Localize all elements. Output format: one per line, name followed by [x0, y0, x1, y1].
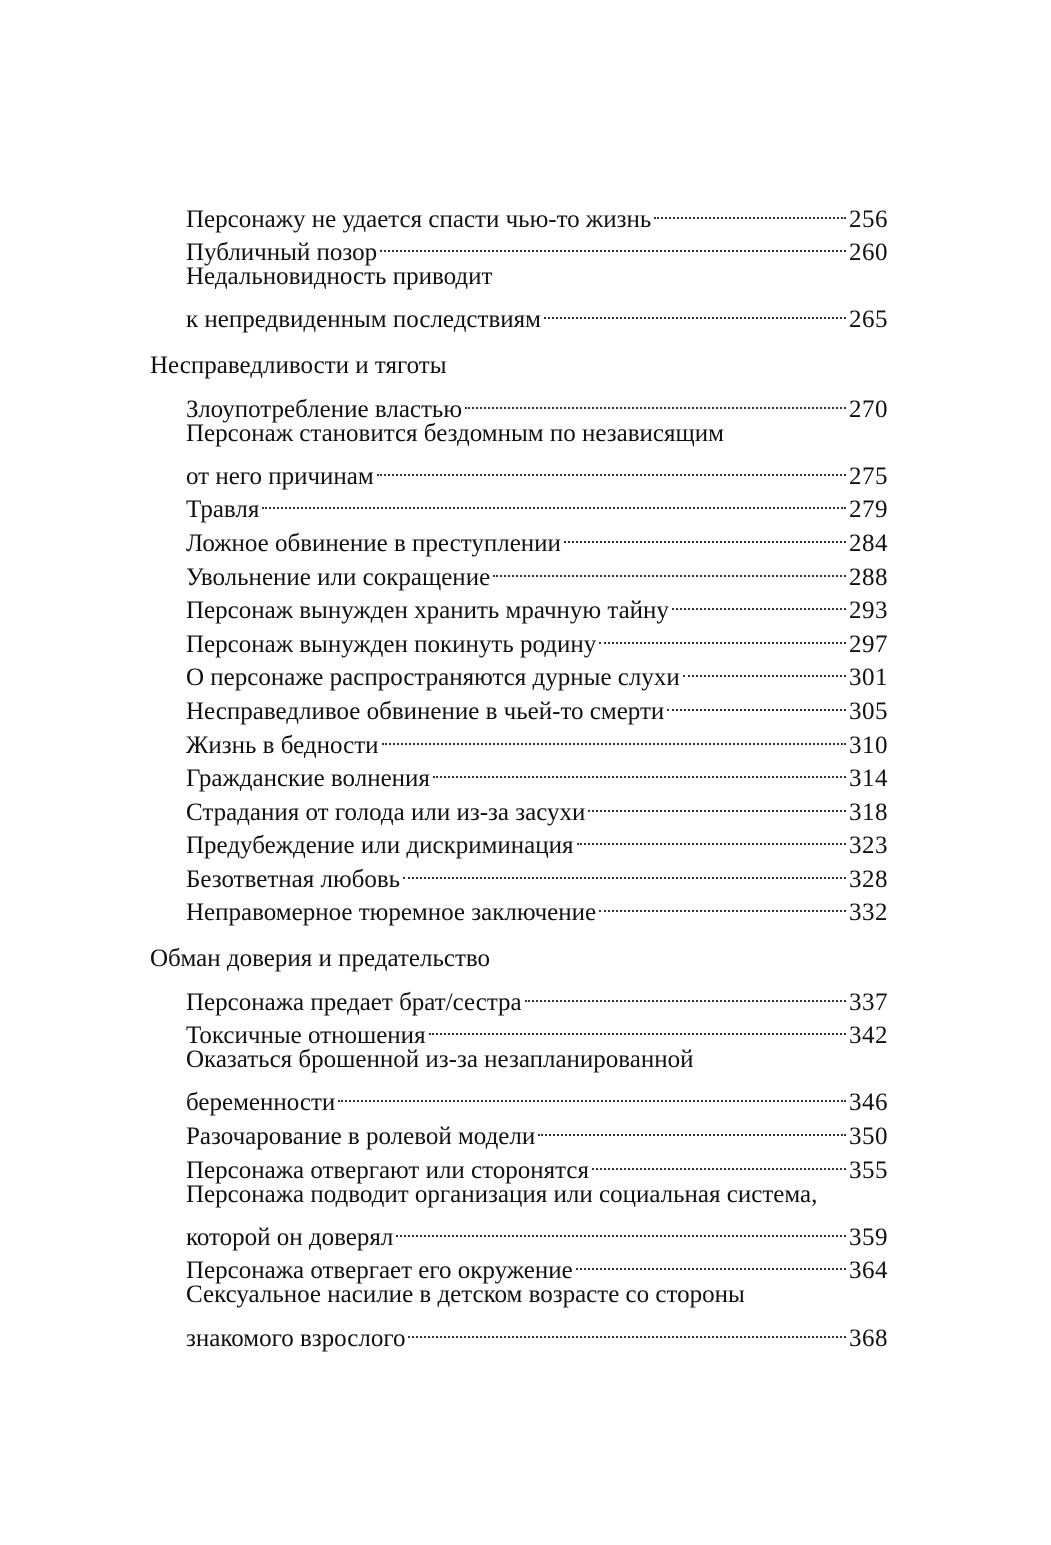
page-number: 337	[849, 988, 888, 1016]
page-number: 275	[849, 462, 888, 490]
dot-leader	[262, 484, 846, 518]
toc-entry[interactable]	[186, 1043, 888, 1117]
page-number: 284	[849, 529, 888, 557]
entry-row	[186, 887, 888, 927]
entry-row	[186, 193, 888, 233]
dot-leader	[382, 719, 846, 753]
page-number: 305	[849, 697, 888, 725]
page-number: 256	[849, 205, 888, 233]
page-number: 359	[849, 1223, 888, 1251]
dot-leader	[667, 685, 846, 719]
entry-title: знакомого взрослого	[186, 1324, 406, 1352]
page-number: 279	[849, 496, 888, 524]
dot-leader	[588, 786, 846, 820]
entry-row	[186, 294, 888, 334]
dot-leader	[654, 193, 846, 227]
dot-leader	[429, 1010, 846, 1044]
toc-entry[interactable]	[186, 383, 888, 423]
dot-leader	[338, 1077, 846, 1111]
section-title: Обман доверия и предательство	[150, 945, 491, 973]
entry-title: Травля	[186, 496, 260, 524]
toc-section	[150, 942, 888, 1352]
entry-row	[186, 786, 888, 826]
entry-title: которой он доверял	[186, 1223, 394, 1251]
page-number: 328	[849, 865, 888, 893]
dot-leader	[396, 1211, 846, 1245]
page-number: 368	[849, 1324, 888, 1352]
toc-entry[interactable]	[186, 484, 888, 524]
entry-row	[186, 551, 888, 591]
toc-entry[interactable]	[186, 585, 888, 625]
page-number: 323	[849, 832, 888, 860]
entry-title: беременности	[186, 1089, 336, 1117]
entry-title-line: Сексуальное насилие в детском возрасте со стороны	[186, 1281, 745, 1309]
dot-leader	[592, 1144, 846, 1178]
toc-entry[interactable]	[186, 417, 888, 490]
toc-section	[150, 349, 888, 927]
dot-leader	[403, 853, 846, 887]
entry-row	[186, 1245, 888, 1285]
entry-title: Неправомерное тюремное заключение	[186, 899, 597, 927]
entry-title: Персонажу не удается спасти чью-то жизнь	[186, 205, 652, 233]
dot-leader	[465, 383, 846, 417]
page-number: 310	[849, 731, 888, 759]
entry-row	[186, 227, 888, 267]
toc-entry[interactable]	[186, 753, 888, 793]
toc-entry[interactable]	[186, 227, 888, 267]
dot-leader	[538, 1110, 846, 1144]
entry-title: Публичный позор	[186, 239, 378, 267]
page-number: 297	[849, 630, 888, 658]
entry-row	[186, 383, 888, 423]
section-title: Несправедливости и тяготы	[150, 352, 447, 380]
entry-title: к непредвиденным последствиям	[186, 306, 541, 334]
dot-leader	[672, 585, 846, 619]
toc-entry[interactable]	[186, 976, 888, 1016]
toc-entry[interactable]	[186, 551, 888, 591]
toc-entry[interactable]	[186, 719, 888, 759]
dot-leader	[380, 227, 846, 261]
entry-row	[186, 976, 888, 1016]
toc-entry[interactable]	[186, 887, 888, 927]
page-number: 350	[849, 1123, 888, 1151]
entry-row	[186, 585, 888, 625]
entry-title: Персонажа предает брат/сестра	[186, 988, 522, 1016]
toc-entry[interactable]	[186, 1245, 888, 1285]
dot-leader	[576, 1245, 846, 1279]
toc-entry[interactable]	[186, 517, 888, 557]
dot-leader	[683, 652, 846, 686]
dot-leader	[544, 294, 846, 328]
entry-title: Разочарование в ролевой модели	[186, 1123, 536, 1151]
entry-title: Персонаж вынужден хранить мрачную тайну	[186, 597, 669, 625]
toc-entry[interactable]	[186, 618, 888, 658]
entry-title: от него причинам	[186, 462, 374, 490]
entry-row	[186, 1144, 888, 1184]
page-number: 342	[849, 1022, 888, 1050]
entry-title-line: Персонаж становится бездомным по независящим	[186, 419, 724, 447]
dot-leader	[564, 517, 846, 551]
page-number: 265	[849, 306, 888, 334]
entry-row	[186, 1010, 888, 1050]
entry-row	[186, 1211, 888, 1251]
toc-section	[150, 193, 888, 334]
toc-entry[interactable]	[186, 1278, 888, 1352]
page-number: 355	[849, 1156, 888, 1184]
dot-leader	[493, 551, 846, 585]
entry-title: Несправедливое обвинение в чьей-то смерти	[186, 697, 665, 725]
entry-row	[186, 1312, 888, 1352]
dot-leader	[525, 976, 846, 1010]
page-number: 364	[849, 1257, 888, 1285]
dot-leader	[577, 820, 846, 854]
dot-leader	[377, 450, 846, 484]
page-number: 332	[849, 899, 888, 927]
entry-row	[186, 719, 888, 759]
entry-title: Жизнь в бедности	[186, 731, 379, 759]
entry-title: Персонажа отвергает его окружение	[186, 1257, 573, 1285]
entry-title: Персонаж вынужден покинуть родину	[186, 630, 597, 658]
toc-entry[interactable]	[186, 260, 888, 334]
entry-row	[186, 1077, 888, 1117]
entry-title: Безответная любовь	[186, 865, 401, 893]
toc-entry[interactable]	[186, 820, 888, 860]
page-number: 318	[849, 798, 888, 826]
entry-title-line: Оказаться брошенной из-за незапланированной	[186, 1046, 694, 1074]
toc-entry[interactable]	[186, 1010, 888, 1050]
entry-title: Страдания от голода или из-за засухи	[186, 798, 586, 826]
toc-entry[interactable]	[186, 1110, 888, 1151]
page-number: 293	[849, 597, 888, 625]
entry-title: Предубеждение или дискриминация	[186, 832, 574, 860]
entry-row	[186, 820, 888, 860]
dot-leader	[599, 887, 846, 921]
toc-entry[interactable]	[186, 786, 888, 826]
toc-entry[interactable]	[186, 853, 888, 893]
entry-row	[186, 652, 888, 692]
entry-row	[186, 1110, 888, 1151]
entry-title: Злоупотребление властью	[186, 395, 463, 423]
entry-title-line: Персонажа подводит организация или социальная система,	[186, 1180, 818, 1208]
toc-entry[interactable]	[186, 193, 888, 233]
toc-entry[interactable]	[186, 685, 888, 725]
page-number: 270	[849, 395, 888, 423]
dot-leader	[599, 618, 846, 652]
entry-row	[186, 517, 888, 557]
toc-entry[interactable]	[186, 652, 888, 692]
entry-row	[186, 753, 888, 793]
dot-leader	[433, 753, 846, 787]
entry-row	[186, 450, 888, 490]
table-of-contents	[150, 193, 888, 1352]
entry-row	[186, 618, 888, 658]
entry-row	[186, 484, 888, 524]
entry-title: Гражданские волнения	[186, 765, 430, 793]
page-number: 346	[849, 1089, 888, 1117]
entry-title: Увольнение или сокращение	[186, 563, 491, 591]
entry-row	[186, 685, 888, 725]
dot-leader	[408, 1312, 846, 1346]
toc-entry[interactable]	[186, 1144, 888, 1184]
entry-title: Токсичные отношения	[186, 1022, 426, 1050]
toc-entry[interactable]	[186, 1178, 888, 1251]
page-number: 314	[849, 765, 888, 793]
page-number: 301	[849, 664, 888, 692]
entry-title: О персонаже распространяются дурные слухи	[186, 664, 680, 692]
entry-title: Персонажа отвергают или сторонятся	[186, 1156, 589, 1184]
page-number: 288	[849, 563, 888, 591]
entry-title-line: Недальновидность приводит	[186, 263, 493, 291]
entry-row	[186, 853, 888, 893]
entry-title: Ложное обвинение в преступлении	[186, 529, 561, 557]
page-number: 260	[849, 239, 888, 267]
